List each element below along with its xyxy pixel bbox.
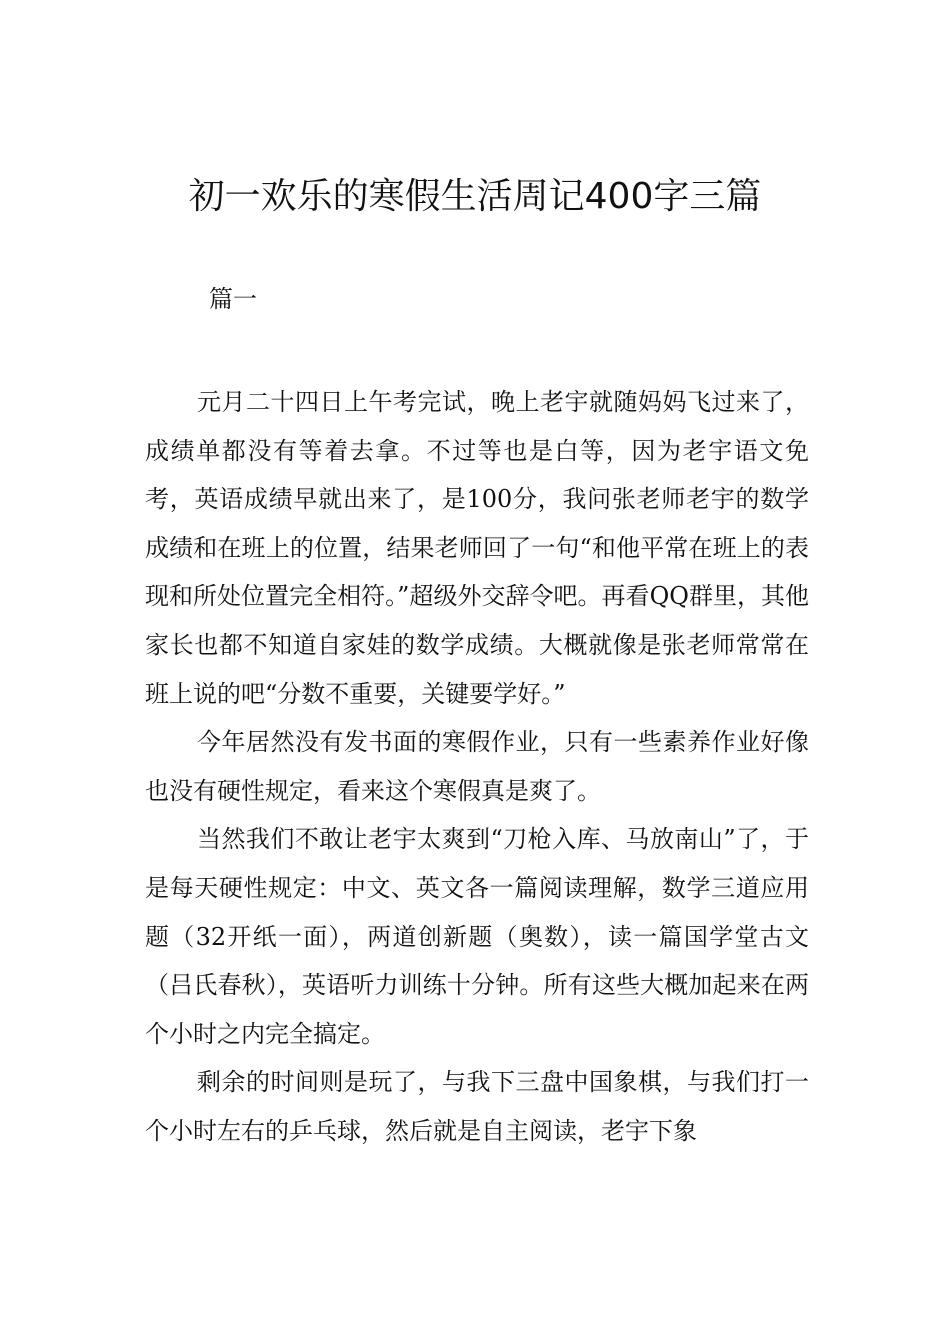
document-body xyxy=(145,378,809,1156)
paragraph: 当然我们不敢让老宇太爽到“刀枪入库、马放南山”了，于是每天硬性规定：中文、英文各一篇阅读理解，数学三道应用题（32开纸一面），两道创新题（奥数），读一篇国学堂古文（吕氏春秋），英语听力训练十分钟。所有这些大概加起来在两个小时之内完全搞定。 xyxy=(145,825,809,1048)
paragraph: 今年居然没有发书面的寒假作业，只有一些素养作业好像也没有硬性规定，看来这个寒假真是爽了。 xyxy=(145,728,809,805)
document-title: 初一欢乐的寒假生活周记400字三篇 xyxy=(188,176,762,217)
paragraph: 元月二十四日上午考完试，晚上老宇就随妈妈飞过来了，成绩单都没有等着去拿。不过等也是白等，因为老宇语文免考，英语成绩早就出来了，是100分，我问张老师老宇的数学成绩和在班上的位置，结果老师回了一句“和他平常在班上的表现和所处位置完全相符。”超级外交辞令吧。再看QQ群里，其他家长也都不知道自家娃的数学成绩。大概就像是张老师常常在班上说的吧“分数不重要，关键要学好。” xyxy=(145,388,809,708)
paragraph: 剩余的时间则是玩了，与我下三盘中国象棋，与我们打一个小时左右的乒乓球，然后就是自主阅读，老宇下象 xyxy=(145,1068,809,1145)
section-heading: 篇一 xyxy=(209,285,257,313)
